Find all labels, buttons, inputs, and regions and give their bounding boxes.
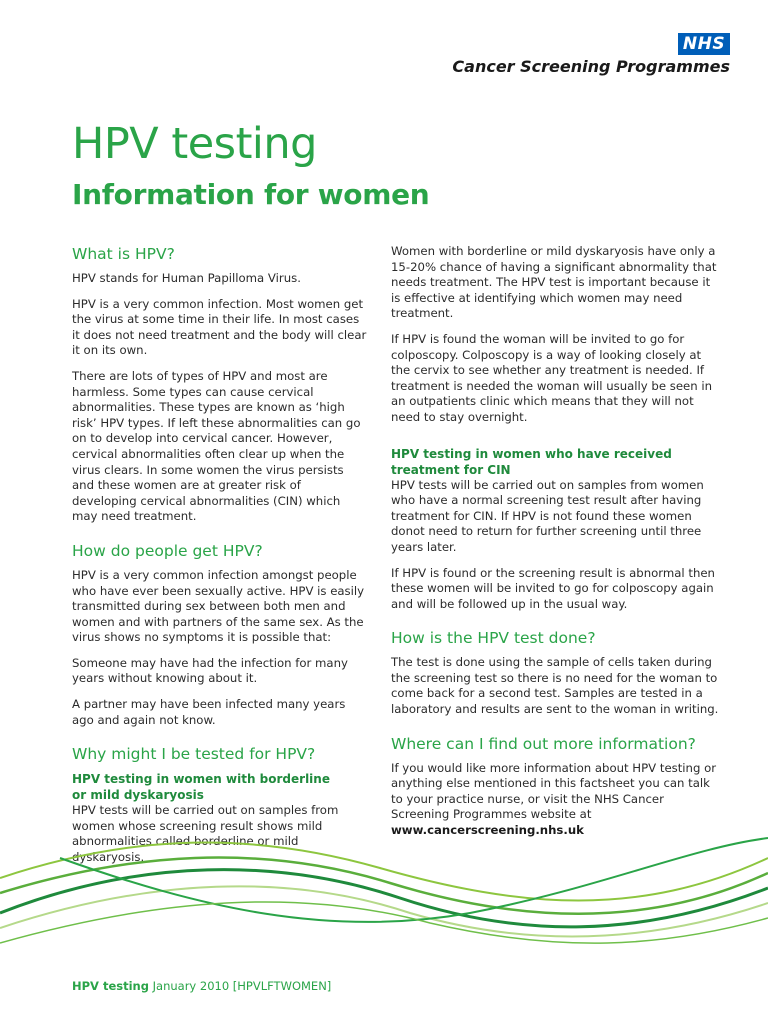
programme-name: Cancer Screening Programmes [452, 57, 730, 76]
cin-subheading-line2: treatment for CIN [391, 462, 511, 477]
what-paragraph-1: HPV stands for Human Papilloma Virus. [72, 271, 301, 285]
colposcopy-paragraph: If HPV is found the woman will be invited to go for colposcopy. Colposcopy is a way of looking closely at the cervix to see whether any treatment is needed. If treatment is needed the woman will usually be seen in an outpatients clinic which means that they will not need to stay overnight. [391, 331, 712, 424]
decorative-waves [0, 818, 768, 958]
cin-subheading-line1: HPV testing in women who have received [391, 446, 672, 461]
footer-date-code: January 2010 [HPVLFTWOMEN] [152, 979, 332, 993]
borderline-paragraph: Women with borderline or mild dyskaryosis have only a 15-20% chance of having a significant abnormality that needs treatment. The HPV test is important because it is effective at identifying which women may need treatment. [391, 244, 717, 321]
page-subtitle: Information for women [72, 178, 430, 211]
why-paragraph-1: HPV tests will be carried out on samples from women whose screening result shows mild abnormalities called borderline or mild dyskaryosis. [72, 803, 339, 865]
how-paragraph-3: A partner may have been infected many years ago and again not know. [72, 697, 346, 727]
more-info-heading: Where can I find out more information? [391, 734, 696, 753]
what-paragraph-3: There are lots of types of HPV and most are harmless. Some types can cause cervical abnormalities. These types are known as ‘high risk’ HPV types. If left these abnormalities can go on to develop into cervical cancer. However, cervical abnormalities often clear up when the virus clears. In some women the virus persists and these women are at greater risk of developing cervical abnormalities (CIN) which may need treatment. [72, 368, 361, 524]
how-get-hpv-heading: How do people get HPV? [72, 541, 263, 560]
nhs-logo: NHS [678, 33, 730, 55]
how-paragraph-1: HPV is a very common infection amongst people who have ever been sexually active. HPV is easily transmitted during sex between both men and women and with partners of the same sex. As the virus shows no symptoms it is possible that: [72, 567, 365, 645]
page-title: HPV testing [72, 119, 317, 169]
how-paragraph-2: Someone may have had the infection for many years without knowing about it. [72, 655, 348, 686]
more-info-text: If you would like more information about HPV testing or anything else mentioned in this factsheet you can talk to your practice nurse, or visit the NHS Cancer Screening Programmes website at [391, 760, 717, 822]
footer-title: HPV testing [72, 979, 149, 993]
cin-paragraph-1: HPV tests will be carried out on samples from women who have a normal screening test result after having treatment for CIN. If HPV is not found these women donot need to return for further screening until three years later. [391, 477, 704, 554]
cin-paragraph-2: If HPV is found or the screening result is abnormal then these women will be invited to go for colposcopy again and will be followed up in the usual way. [391, 565, 715, 611]
left-column [72, 244, 368, 876]
borderline-subheading-line2: or mild dyskaryosis [72, 788, 204, 803]
footer [72, 979, 331, 993]
test-done-paragraph: The test is done using the sample of cells taken during the screening test so there is no need for the woman to come back for a second test. Samples are tested in a laboratory and results are sent to the woman in writing. [391, 655, 719, 717]
what-paragraph-2: HPV is a very common infection. Most women get the virus at some time in their life. In most cases it does not need treatment and the body will clear it on its own. [72, 296, 367, 358]
test-done-heading: How is the HPV test done? [391, 629, 596, 648]
what-is-hpv-heading: What is HPV? [72, 245, 175, 263]
why-tested-heading: Why might I be tested for HPV? [72, 745, 316, 764]
borderline-subheading-line1: HPV testing in women with borderline [72, 772, 330, 787]
website-link[interactable]: www.cancerscreening.nhs.uk [391, 823, 584, 838]
right-column [391, 244, 721, 849]
wave-5 [60, 838, 768, 922]
